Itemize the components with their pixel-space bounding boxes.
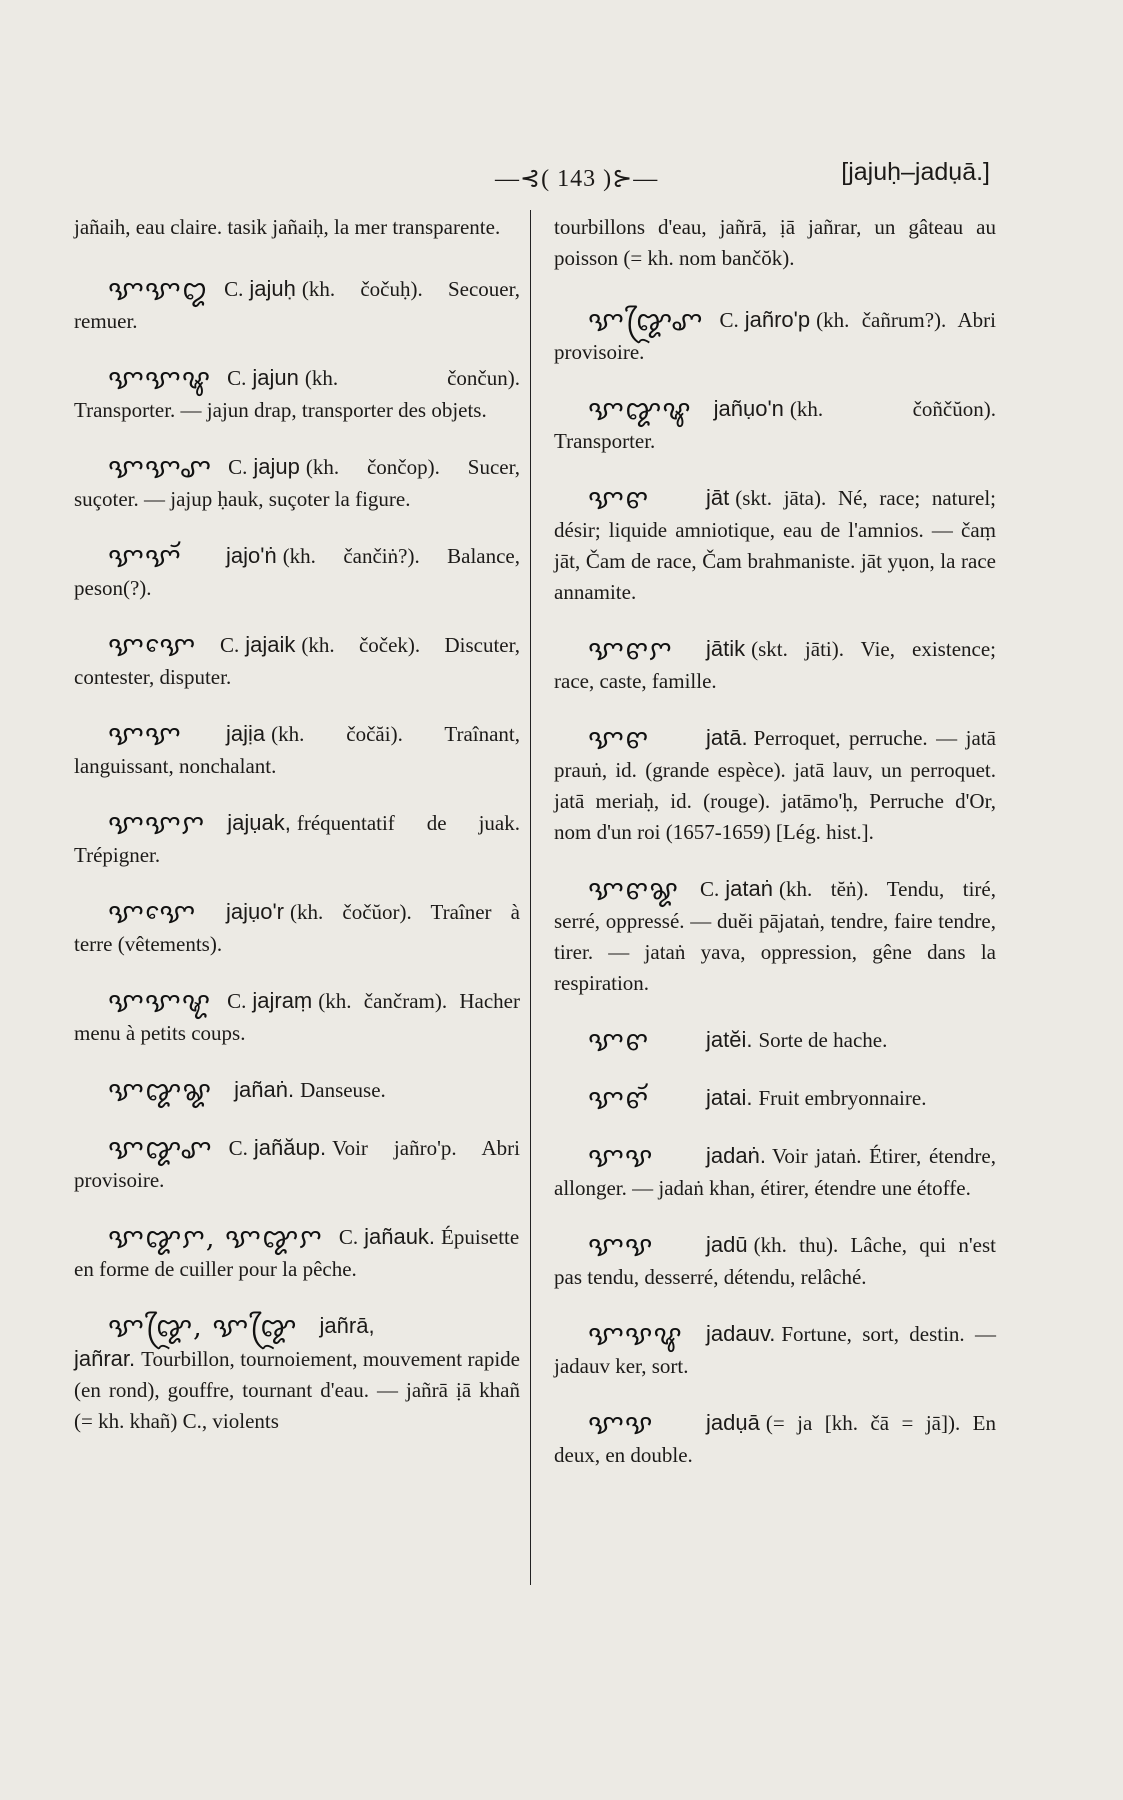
dictionary-entry xyxy=(554,1024,996,1057)
cham-script: ꨎꨑꨡ xyxy=(588,395,692,426)
cham-script: ꨎꨎꨮ xyxy=(108,542,182,573)
definition: (kh. čočuḥ). Secouer, remuer. xyxy=(74,277,520,333)
cham-script: ꨎꨕ xyxy=(588,1142,654,1173)
dictionary-entry xyxy=(74,896,520,960)
definition: fréquentatif de juak. Trépigner. xyxy=(74,811,520,867)
headword: jatā. xyxy=(706,725,748,750)
headword: jañaṅ. xyxy=(234,1077,295,1102)
headword: jāt xyxy=(706,485,730,510)
dictionary-entry xyxy=(74,1221,520,1285)
headword: jadū xyxy=(706,1232,748,1257)
dictionary-entry xyxy=(74,629,520,693)
cham-script: ꨎꨎꨚ xyxy=(108,453,213,484)
dictionary-entry xyxy=(74,540,520,604)
definition: (kh. čoček). Discuter, contester, disputer. xyxy=(74,633,520,689)
dictionary-entry xyxy=(74,807,520,871)
headword: jañụo'n xyxy=(713,396,784,421)
headword: jañăup. xyxy=(253,1135,327,1160)
dictionary-entry xyxy=(554,1229,996,1293)
dictionary-entry xyxy=(554,304,996,368)
right-column xyxy=(554,212,996,1496)
cham-script: ꨎꨎꨆ xyxy=(108,809,206,840)
definition: Voir jataṅ. Étirer, étendre, allonger. — jadaṅ khan, étirer, étendre une étoffe. xyxy=(554,1144,996,1200)
entry-prefix: C. xyxy=(719,308,739,332)
dictionary-entry xyxy=(554,1318,996,1382)
headword: jajụak, xyxy=(227,810,291,835)
headword: jajịa xyxy=(226,721,266,746)
left-column xyxy=(74,212,520,1462)
running-head: [jajuḥ–jadụā.] xyxy=(841,158,990,186)
cham-script: ꨎꨑꨚ xyxy=(108,1134,213,1165)
dictionary-entry xyxy=(554,633,996,697)
definition: (kh. čočŭor). Traîner à terre (vêtements). xyxy=(74,900,520,956)
headword: jajo'ṅ xyxy=(226,543,277,568)
dictionary-entry xyxy=(74,362,520,426)
definition: (kh. čančram). Hacher menu à petits coups. xyxy=(74,989,520,1045)
definition: (= ja [kh. čā = jā]). En deux, en double. xyxy=(554,1411,996,1467)
cham-script: ꨎꨓꨘ xyxy=(588,875,679,906)
page-number: —⊰( 143 )⊱— xyxy=(495,166,659,192)
column-divider xyxy=(530,210,531,1585)
definition: (kh. tĕṅ). Tendu, tiré, serré, oppressé. — duĕi pājataṅ, tendre, faire tendre, tirer. — jataṅ yava, oppression, gêne dans la respiration. xyxy=(554,877,996,995)
dictionary-entry xyxy=(554,873,996,999)
dictionary-entry xyxy=(74,273,520,337)
definition: Voir jañro'p. Abri provisoire. xyxy=(74,1136,520,1192)
headword: jadaṅ. xyxy=(706,1143,766,1168)
definition: Danseuse. xyxy=(300,1078,386,1102)
headword: jajup xyxy=(253,454,300,479)
definition: Sorte de hache. xyxy=(758,1028,888,1052)
entry-prefix: C. xyxy=(224,277,244,301)
entry-prefix: C. xyxy=(228,1136,248,1160)
dictionary-entry xyxy=(554,1082,996,1115)
entry-prefix: C. xyxy=(227,989,247,1013)
definition: (skt. jāti). Vie, existence; race, caste, famille. xyxy=(554,637,996,693)
headword: jātik xyxy=(706,636,746,661)
dictionary-entry xyxy=(74,1132,520,1196)
continuation-text: tourbillons d'eau, jañrā, ịā jañrar, un gâteau au poisson (= kh. nom bančŏk). xyxy=(554,215,996,270)
headword: jatai. xyxy=(706,1085,753,1110)
definition: (kh. thu). Lâche, qui n'est pas tendu, desserré, détendu, relâché. xyxy=(554,1233,996,1289)
definition: (kh. čoñčŭon). Transporter. xyxy=(554,397,996,453)
cham-script: ꨎꨓ xyxy=(588,724,650,755)
definition: Fruit embryonnaire. xyxy=(758,1086,927,1110)
definition: (kh. čančiṅ?). Balance, peson(?). xyxy=(74,544,520,600)
headword: jadụā xyxy=(706,1410,760,1435)
headword: jajuḥ xyxy=(249,276,296,301)
headword: jañro'p xyxy=(744,307,811,332)
headword: jajụo'r xyxy=(226,899,285,924)
headword: jañauk. xyxy=(364,1224,436,1249)
continuation-text: jañaih, eau claire. tasik jañaiḥ, la mer transparente. xyxy=(74,215,501,239)
definition: Perroquet, perruche. — jatā prauṅ, id. (grande espèce). jatā lauv, un perroquet. jatā meriaḥ, id. (rouge). jatāmo'ḥ, Perruche d'Or, nom d'un roi (1657-1659) [Lég. hist.]. xyxy=(554,726,996,844)
definition: Tourbillon, tournoiement, mouvement rapide (en rond), gouffre, tournant d'eau. — jañrā ịā khañ (= kh. khañ) C., violents xyxy=(74,1347,520,1433)
cham-script: ꨎꨎꨯ xyxy=(108,631,197,662)
cham-script: ꨎꨕꨥ xyxy=(588,1320,683,1351)
cham-script: ꨎꨎꨡ xyxy=(108,364,212,395)
headword: jajun xyxy=(252,365,299,390)
entry-prefix: C. xyxy=(338,1225,359,1249)
dictionary-entry xyxy=(554,722,996,848)
dictionary-entry xyxy=(74,1310,520,1437)
dictionary-entry xyxy=(554,1407,996,1471)
cham-script: ꨎꨑꨴ, ꨎꨑꨴ xyxy=(108,1312,298,1343)
definition: Épuisette en forme de cuiller pour la pêche. xyxy=(74,1225,520,1281)
cham-script: ꨎꨓꨆ xyxy=(588,635,673,666)
cham-script: ꨎꨕ xyxy=(588,1409,654,1440)
page-header xyxy=(70,158,990,198)
definition: (kh. čončop). Sucer, suçoter. — jajup ḥauk, suçoter la figure. xyxy=(74,455,520,511)
entry-prefix: C. xyxy=(220,633,240,657)
definition: (kh. čončun). Transporter. — jajun drap, transporter des objets. xyxy=(74,366,520,422)
dictionary-entry xyxy=(554,482,996,608)
headword: jajaik xyxy=(245,632,296,657)
cham-script: ꨎꨑꨆ, ꨎꨑꨆ xyxy=(108,1223,323,1254)
dictionary-entry xyxy=(74,1074,520,1107)
cham-script: ꨎꨎ xyxy=(108,720,182,751)
definition: (kh. čočăi). Traînant, languissant, nonchalant. xyxy=(74,722,520,778)
cham-script: ꨎꨓꨮ xyxy=(588,1084,650,1115)
definition: (kh. čañrum?). Abri provisoire. xyxy=(554,308,996,364)
headword: jatĕi. xyxy=(706,1027,753,1052)
cham-script: ꨎꨎꨯ xyxy=(108,898,197,929)
cham-script: ꨎꨑꨘ xyxy=(108,1076,213,1107)
dictionary-entry xyxy=(554,393,996,457)
dictionary-entry xyxy=(74,451,520,515)
definition: Fortune, sort, destin. — jadauv ker, sort. xyxy=(554,1322,996,1378)
entry-prefix: C. xyxy=(700,877,720,901)
headword: jajraṃ xyxy=(252,988,313,1013)
cham-script: ꨎꨓ xyxy=(588,484,650,515)
cham-script: ꨎꨑꨴꨚ xyxy=(588,306,704,337)
entry-prefix: C. xyxy=(228,455,248,479)
headword: jadauv. xyxy=(706,1321,776,1346)
entry-prefix: C. xyxy=(227,366,247,390)
dictionary-entry xyxy=(554,1140,996,1204)
cham-script: ꨎꨎꨁ xyxy=(108,275,209,306)
headword: jañrā, jañrar. xyxy=(74,1313,375,1371)
dictionary-entry xyxy=(74,718,520,782)
dictionary-entry xyxy=(74,985,520,1049)
cham-script: ꨎꨕ xyxy=(588,1231,654,1262)
definition: (skt. jāta). Né, race; naturel; désir; liquide amniotique, eau de l'amnios. — čaṃ jāt, Čam de race, Čam brahmaniste. jāt yụon, la race annamite. xyxy=(554,486,996,604)
headword: jataṅ xyxy=(725,876,773,901)
cham-script: ꨎꨓ xyxy=(588,1026,650,1057)
cham-script: ꨎꨎꨠ xyxy=(108,987,212,1018)
